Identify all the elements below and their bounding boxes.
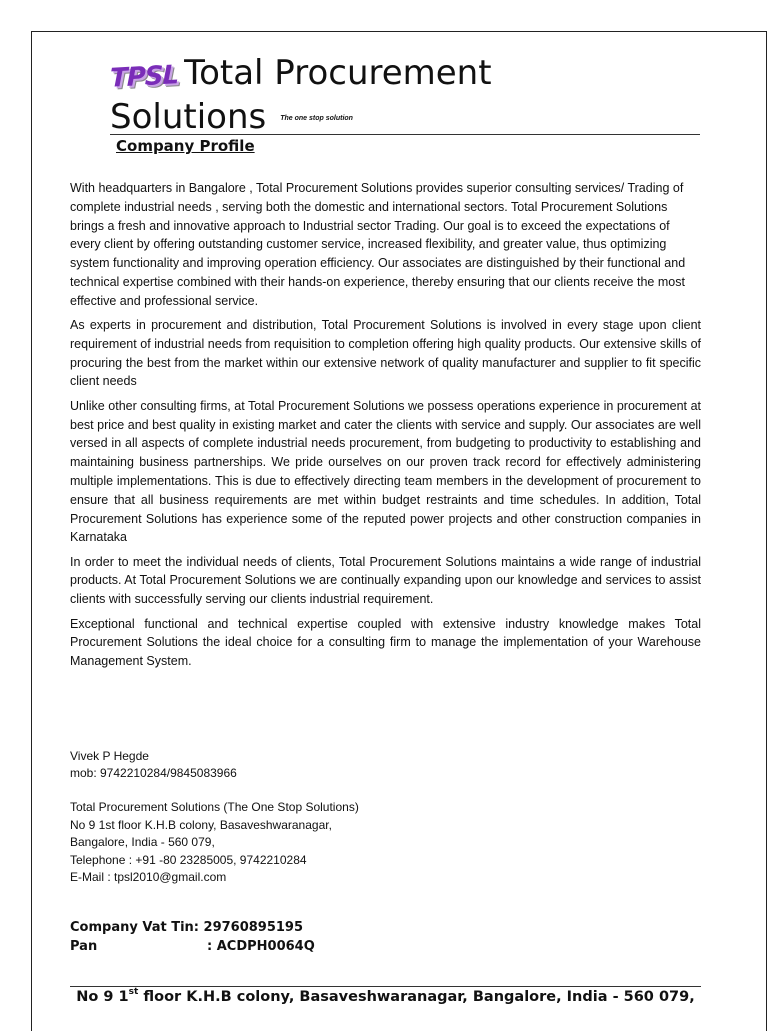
paragraph-1: With headquarters in Bangalore , Total Procurement Solutions provides superior consulting services/ Trading of complete industrial needs , serving both the domestic and international sectors. Total Procurement Solutions brings a fresh and innovative approach to Industrial sector Trading. Our goal is to exceed the expectations of every client by offering outstanding customer service, increased flexibility, and greater value, thus optimizing system functionality and improving operation efficiency. Our associates are distinguished by their functional and technical expertise combined with their hands-on experience, thereby ensuring that our clients receive the most effective and professional service. — [70, 181, 686, 308]
paragraph-2: As experts in procurement and distribution, Total Procurement Solutions is involved in every stage upon client requirement of industrial needs from requisition to completion offering high quality products. Our extensive skills of procuring the best from the market within our extensive network of quality manufacturer and supplier to fit specific client needs — [70, 318, 701, 389]
address-telephone: Telephone : +91 -80 23285005, 9742210284 — [70, 852, 307, 867]
paragraph-4: In order to meet the individual needs of clients, Total Procurement Solutions maintains a wide range of industrial products. At Total Procurement Solutions we are continually expanding upon our knowledge and services to assist clients with successfully serving our clients industrial requirement. — [70, 554, 701, 607]
company-name-line1: Total Procurement — [184, 53, 492, 93]
address-company: Total Procurement Solutions (The One Stop Solutions) — [70, 800, 359, 814]
document-page — [31, 31, 767, 1031]
tpsl-logo: TPSL — [110, 60, 179, 94]
tagline: The one stop solution — [280, 115, 353, 122]
paragraph-3: Unlike other consulting firms, at Total Procurement Solutions we possess operations experience in procurement at best price and best quality in existing market and cater the clients with service and supply. Our associates are well versed in all aspects of complete industrial needs procurement, from budgeting to productivity to establishing and maintaining business partnerships. We pride ourselves on our proven track record for effectively administering multiple implementations. This is due to effectively directing team members in the development of procurement to ensure that all business requirements are met within budget restraints and time schedules. In addition, Total Procurement Solutions has experience some of the reputed power projects and other construction companies in Karnataka — [70, 398, 701, 545]
vat-label: Company Vat Tin — [70, 920, 194, 935]
pan-label: Pan — [70, 939, 98, 954]
company-address — [70, 799, 359, 887]
address-email: E-Mail : tpsl2010@gmail.com — [70, 870, 227, 884]
logo-title-row — [110, 46, 700, 94]
letterhead — [110, 46, 700, 155]
footer-part-1: No 9 1 — [76, 989, 129, 1005]
tax-details — [70, 918, 315, 956]
section-heading: Company Profile — [116, 137, 255, 155]
address-line-1: No 9 1st floor K.H.B colony, Basaveshwaranagar, — [70, 817, 332, 832]
address-line-2: Bangalore, India - 560 079, — [70, 835, 215, 849]
footer-part-2: floor K.H.B colony, Basaveshwaranagar, Bangalore, India - 560 079, — [138, 989, 695, 1005]
contact-person — [70, 748, 237, 782]
footer-superscript: st — [128, 987, 139, 997]
title-row-2 — [110, 90, 700, 135]
contact-mobile: mob: 9742210284/9845083966 — [70, 766, 237, 780]
pan-row — [70, 937, 315, 956]
vat-value: : 29760895195 — [193, 920, 304, 935]
company-name-line2: Solutions — [110, 97, 267, 137]
profile-body — [70, 179, 701, 676]
paragraph-5: Exceptional functional and technical expertise coupled with extensive industry knowledge makes Total Procurement Solutions the ideal choice for a consulting firm to manage the implementation of your Warehouse Management System. — [70, 616, 701, 669]
footer-address — [70, 986, 701, 1006]
vat-row — [70, 918, 315, 937]
contact-name: Vivek P Hegde — [70, 749, 149, 763]
pan-value: : ACDPH0064Q — [207, 939, 315, 954]
